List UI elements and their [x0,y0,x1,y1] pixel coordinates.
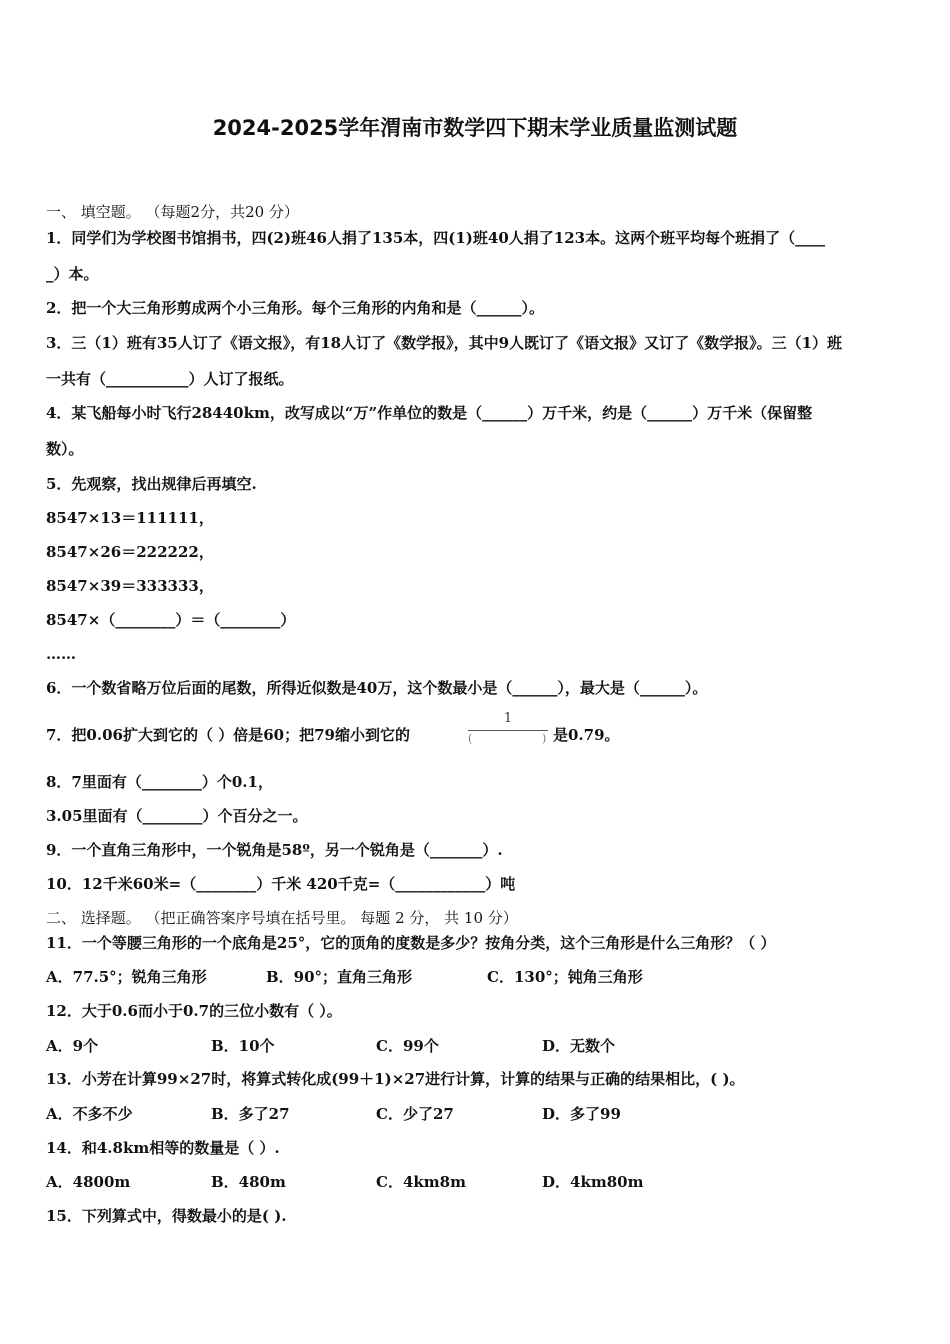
question-15: 15．下列算式中，得数最小的是( ). [46,1207,287,1225]
denominator-close-paren: ) [542,732,547,745]
fraction-numerator: 1 [503,711,513,726]
question-13-option-a: A．不多不少 [46,1105,133,1123]
question-12-option-c: C．99个 [376,1037,439,1055]
section-heading-choice: 二、 选择题。 （把正确答案序号填在括号里。 每题 2 分， 共 10 分） [46,909,518,927]
question-8-cont: 3.05里面有（________）个百分之一。 [46,807,308,825]
question-14-option-c: C．4km8m [376,1173,466,1191]
denominator-open-paren: ( [468,732,473,745]
question-12: 12．大于0.6而小于0.7的三位小数有（ ）。 [46,1002,342,1020]
question-5-ellipsis: …… [46,645,76,663]
question-6: 6．一个数省略万位后面的尾数，所得近似数是40万，这个数最小是（______），最大是（______）。 [46,679,708,697]
question-10: 10．12千米60米=（________）千米 420千克=（____________）吨 [46,875,516,893]
question-8: 8．7里面有（________）个0.1， [46,773,273,791]
question-1: 1．同学们为学校图书馆捐书，四(2)班46人捐了135本，四(1)班40人捐了123本。这两个班平均每个班捐了（____ [46,229,826,247]
question-13-option-d: D．多了99 [542,1105,621,1123]
question-12-option-a: A．9个 [46,1037,99,1055]
question-11-option-b: B．90°；直角三角形 [266,968,413,986]
question-5: 5．先观察，找出规律后再填空. [46,475,257,493]
question-13: 13．小芳在计算99×27时，将算式转化成(99＋1)×27进行计算，计算的结果与正确的结果相比，( )。 [46,1070,745,1088]
section-heading-fill-blank: 一、 填空题。 （每题2分，共20 分） [46,203,299,221]
question-4: 4．某飞船每小时飞行28440km，改写成以“万”作单位的数是（______）万千米，约是（______）万千米（保留整 [46,404,813,422]
question-9: 9．一个直角三角形中，一个锐角是58º，另一个锐角是（_______）. [46,841,503,859]
question-1-cont: _）本。 [46,265,99,283]
question-12-option-b: B．10个 [211,1037,275,1055]
question-5-line-2: 8547×26＝222222， [46,543,214,561]
question-3: 3．三（1）班有35人订了《语文报》，有18人订了《数学报》，其中9人既订了《语文报》又订了《数学报》。三（1）班 [46,334,843,352]
fraction-bar [468,730,548,731]
question-14: 14．和4.8km相等的数量是（ ）. [46,1139,280,1157]
question-5-line-4: 8547×（________）＝（________） [46,611,296,629]
question-5-line-3: 8547×39＝333333， [46,577,214,595]
question-7-tail: 是0.79。 [553,726,620,744]
question-14-option-a: A．4800m [46,1173,131,1191]
question-5-line-1: 8547×13＝111111， [46,509,214,527]
question-14-option-d: D．4km80m [542,1173,644,1191]
page-title: 2024-2025学年渭南市数学四下期末学业质量监测试题 [212,116,738,140]
question-3-cont: 一共有（___________）人订了报纸。 [46,370,294,388]
question-12-option-d: D．无数个 [542,1037,616,1055]
question-2: 2．把一个大三角形剪成两个小三角形。每个三角形的内角和是（______）。 [46,299,544,317]
fraction-one-over-blank [466,711,550,747]
question-11-option-a: A．77.5°；锐角三角形 [46,968,207,986]
question-11: 11．一个等腰三角形的一个底角是25°，它的顶角的度数是多少？按角分类，这个三角形是什么三角形？（ ） [46,934,776,952]
question-13-option-c: C．少了27 [376,1105,454,1123]
question-4-cont: 数）。 [46,440,84,458]
question-11-option-c: C．130°；钝角三角形 [487,968,643,986]
question-13-option-b: B．多了27 [211,1105,290,1123]
question-7: 7．把0.06扩大到它的（ ）倍是60；把79缩小到它的 [46,726,410,744]
question-14-option-b: B．480m [211,1173,286,1191]
